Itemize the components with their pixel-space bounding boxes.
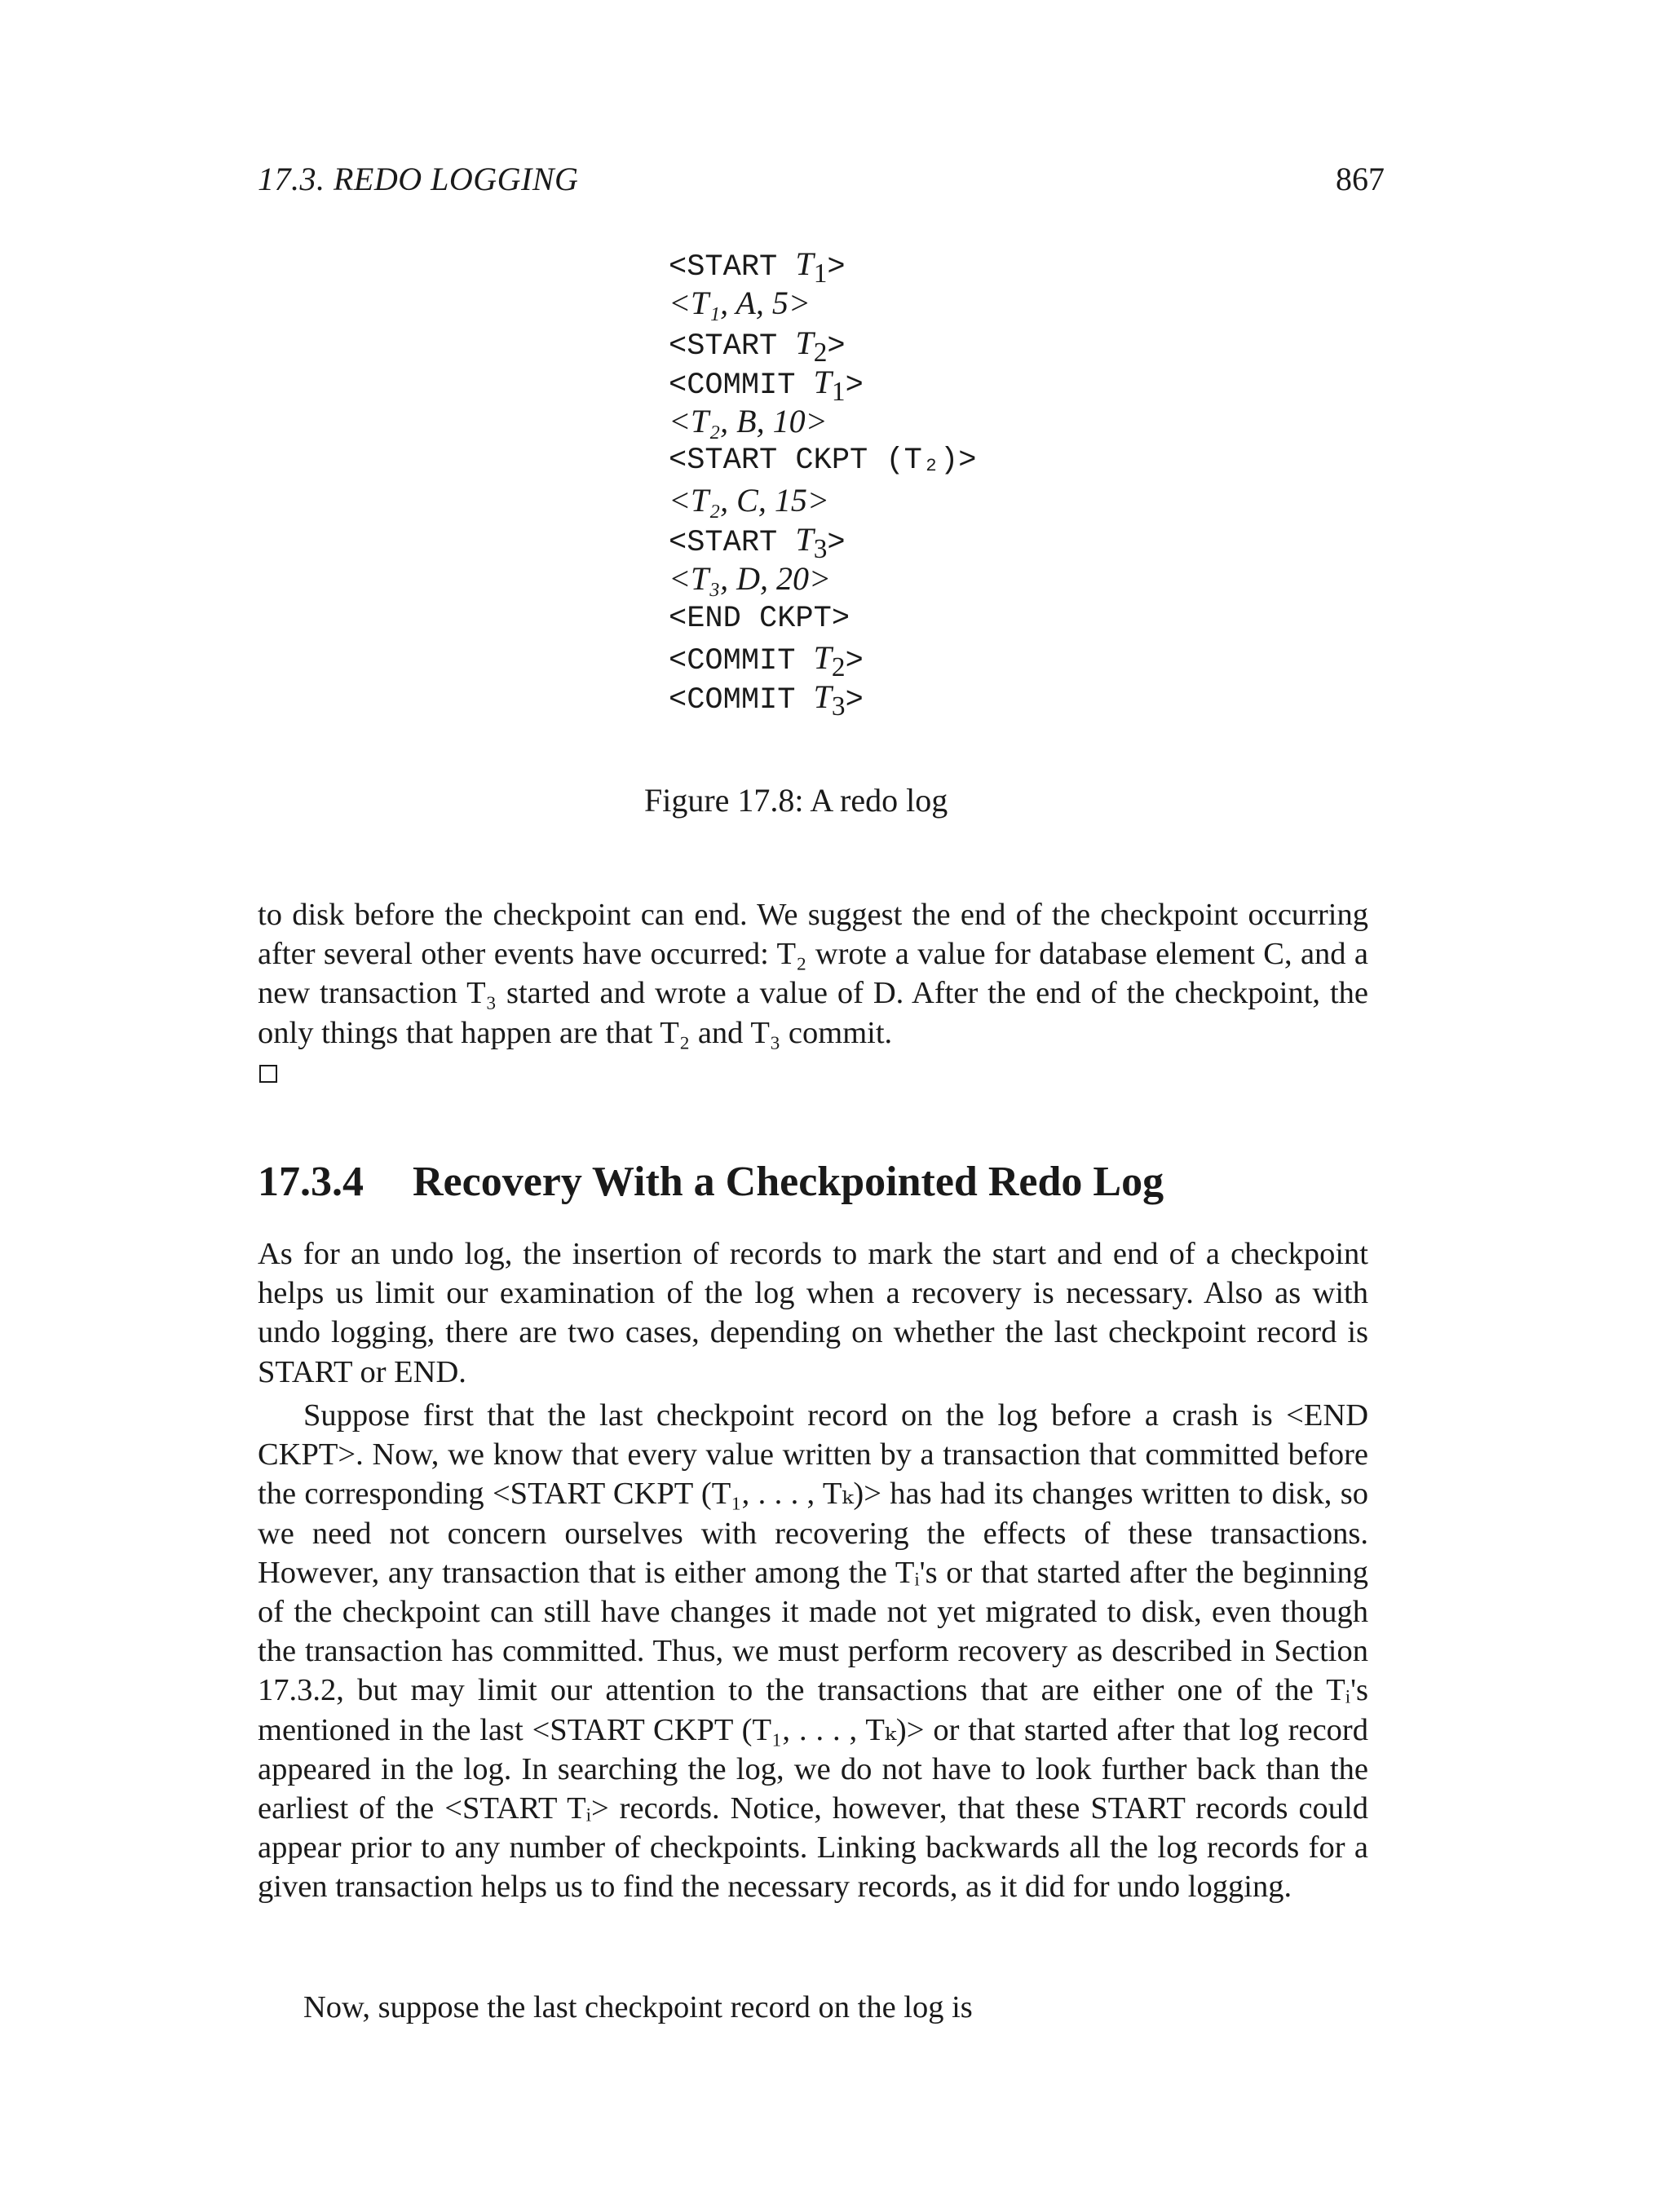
log-record-t1-a: <T₁, A, 5> bbox=[669, 285, 811, 322]
page-number: 867 bbox=[1336, 161, 1385, 197]
paragraph-intro: As for an undo log, the insertion of records to mark the start and end of a checkpoint helps us limit our examination of the log when a recovery is necessary. Also as with undo logging, there are two cases, depending on whether the last checkpoint record is START or END. bbox=[258, 1237, 1368, 1389]
log-record-t2-c: <T₂, C, 15> bbox=[669, 481, 829, 519]
paragraph-start-ckpt-case: Now, suppose the last checkpoint record on the log is bbox=[303, 1990, 973, 2024]
section-number: 17.3.4 bbox=[258, 1159, 364, 1205]
end-of-example-box-icon bbox=[259, 1065, 277, 1083]
section-title: Recovery With a Checkpointed Redo Log bbox=[413, 1159, 1164, 1205]
log-record-t2-b: <T₂, B, 10> bbox=[669, 403, 828, 440]
log-record-end-ckpt: <END CKPT> bbox=[669, 601, 850, 636]
running-head: 17.3. REDO LOGGING bbox=[258, 161, 579, 197]
section-heading bbox=[258, 1158, 1164, 1206]
log-record-start-t3: <START $T_3>$ bbox=[669, 521, 846, 565]
log-record-commit-t1: <COMMIT $T_1>$ bbox=[669, 363, 864, 407]
log-record-start-t1: <START $T_1>$ bbox=[669, 245, 846, 289]
redo-log-figure bbox=[669, 245, 977, 722]
figure-caption: Figure 17.8: A redo log bbox=[644, 782, 948, 819]
log-record-start-t2: <START $T_2>$ bbox=[669, 324, 846, 368]
log-record-commit-t3: <COMMIT $T_3>$ bbox=[669, 678, 864, 722]
log-record-commit-t2: <COMMIT $T_2>$ bbox=[669, 638, 864, 682]
log-record-start-ckpt: <START CKPT (T₂)> bbox=[669, 444, 977, 479]
log-record-t3-d: <T₃, D, 20> bbox=[669, 560, 832, 598]
paragraph-end-ckpt-case: Suppose first that the last checkpoint record on the log before a crash is <END CKPT>. Now, we know that every value written by a transaction that committed before the corresponding <START CKPT (T₁, . . . , Tₖ)> has had its changes written to disk, so we need not concern ourselves with recovering the effects of these transactions. However, any transaction that is either among the Tᵢ's or that started after the beginning of the checkpoint can still have changes it made not yet migrated to disk, even though the transaction has committed. Thus, we must perform recovery as described in Section 17.3.2, but may limit our attention to the transactions that are either one of the Tᵢ's mentioned in the last <START CKPT (T₁, . . . , Tₖ)> or that started after that log record appeared in the log. In searching the log, we do not have to look further back than the earliest of the <START Tᵢ> records. Notice, however, that these START records could appear prior to any number of checkpoints. Linking backwards all the log records for a given transaction helps us to find the necessary records, as it did for undo logging. bbox=[258, 1398, 1368, 1905]
paragraph-checkpoint-example: to disk before the checkpoint can end. We suggest the end of the checkpoint occurring after several other events have occurred: T₂ wrote a value for database element C, and a new transaction T₃ started and wrote a value of D. After the end of the checkpoint, the only things that happen are that T₂ and T₃ commit. bbox=[258, 898, 1368, 1050]
